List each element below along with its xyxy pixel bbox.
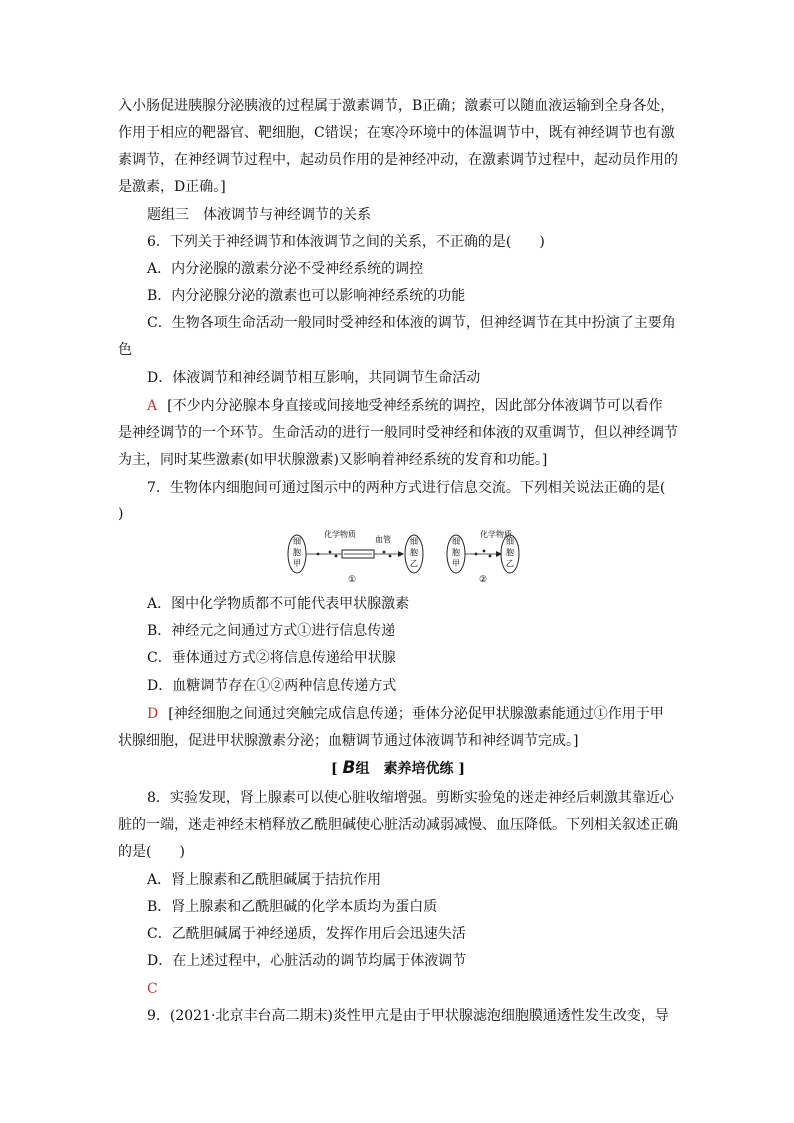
group3-title: 题组三 体液调节与神经调节的关系 [147, 207, 371, 223]
q7-option-a: A．图中化学物质都不可能代表甲状腺激素 [147, 596, 410, 612]
q8-option-b: B．肾上腺素和乙酰胆碱的化学本质均为蛋白质 [147, 899, 438, 915]
q6-explanation-line-2: 是神经调节的一个环节。生命活动的进行一般同时受神经和体液的双重调节，但以神经调节 [118, 425, 678, 441]
q6-option-a: A．内分泌腺的激素分泌不受神经系统的调控 [147, 261, 424, 277]
cell-a-2-char-1: 细 [452, 537, 460, 546]
intro-line-1: 入小肠促进胰腺分泌胰液的过程属于激素调节，B正确；激素可以随血液运输到全身各处， [118, 98, 675, 114]
chem-dot [329, 551, 332, 554]
chem-dot [383, 551, 386, 554]
q7-option-d: D．血糖调节存在①②两种信息传递方式 [147, 678, 397, 694]
cell-a-1-char-2: 胞 [293, 548, 301, 557]
q8-option-d: D．在上述过程中，心脏活动的调节均属于体液调节 [147, 953, 467, 969]
cell-b-1-char-3: 乙 [410, 559, 418, 568]
q6-explanation-line-1 [147, 396, 678, 416]
q8-stem-line-1: 8．实验发现，肾上腺素可以使心脏收缩增强。剪断实验兔的迷走神经后刺激其靠近心 [147, 790, 674, 806]
intro-line-4: 是激素，D正确。] [118, 179, 226, 195]
q6-option-c-line-2: 色 [118, 342, 132, 358]
q9-stem-line-1: 9．(2021·北京丰台高二期末)炎性甲亢是由于甲状腺滤泡细胞膜通透性发生改变，导 [147, 1008, 669, 1024]
cell-b-2-char-2: 胞 [506, 548, 514, 557]
method-2-label: ② [478, 575, 488, 585]
q7-stem-line-2: ) [118, 506, 124, 522]
chem-label-2: 化学物质 [480, 530, 512, 539]
signal-diagram [280, 528, 520, 586]
vessel-label: 血管 [375, 535, 391, 544]
q8-answer-line [147, 979, 678, 999]
intro-line-3: 素调节，在神经调节过程中，起动员作用的是神经冲动，在激素调节过程中，起动员作用的 [118, 152, 678, 168]
section-b-letter: B [342, 758, 356, 778]
cell-a-2-char-3: 甲 [452, 559, 460, 568]
q7-explanation-line-2: 状腺细胞，促进甲状腺激素分泌；血糖调节通过体液调节和神经调节完成。] [118, 733, 579, 749]
diagram-method-1 [288, 529, 423, 585]
q7-explanation-text: [神经细胞之间通过突触完成信息传递；垂体分泌促甲状腺激素能通过①作用于甲 [168, 706, 664, 722]
diagram-method-2 [447, 529, 519, 585]
section-b-title [118, 758, 678, 778]
q8-stem-line-2: 脏的一端，迷走神经末梢释放乙酰胆碱使心脏活动减弱减慢、血压降低。下列相关叙述正确 [118, 817, 678, 833]
chem-dot [489, 555, 492, 558]
cell-a-1-char-3: 甲 [293, 559, 301, 568]
arrow-head-1 [398, 551, 404, 557]
section-b-open: [ [331, 761, 343, 777]
cell-a-2-char-2: 胞 [452, 548, 460, 557]
q6-option-d: D．体液调节和神经调节相互影响，共同调节生命活动 [147, 370, 481, 386]
q6-explanation-line-3: 为主，同时某些激素(如甲状腺激素)又影响着神经系统的发育和功能。] [118, 452, 548, 468]
q7-explanation-line-1 [147, 704, 678, 724]
section-b-text: 组 素养培优练 ] [355, 761, 465, 777]
cell-a-1-char-1: 细 [293, 537, 301, 546]
cell-b-1-char-1: 细 [410, 537, 418, 546]
cell-b-2-char-1: 细 [506, 537, 514, 546]
chem-dot [317, 553, 320, 556]
q6-answer: A [147, 398, 158, 414]
cell-b-2-char-3: 乙 [506, 559, 514, 568]
chem-dot [475, 553, 478, 556]
chem-dot [335, 555, 338, 558]
q6-option-b: B．内分泌腺分泌的激素也可以影响神经系统的功能 [147, 288, 466, 304]
q6-explanation-text: [不少内分泌腺本身直接或间接地受神经系统的调控，因此部分体液调节可以看作 [167, 398, 663, 414]
q8-option-a: A．肾上腺素和乙酰胆碱属于拮抗作用 [147, 872, 382, 888]
q7-option-b: B．神经元之间通过方式①进行信息传递 [147, 623, 396, 639]
chem-label-1: 化学物质 [324, 530, 356, 539]
chem-dot [483, 550, 486, 553]
q8-stem-line-3: 的是( ) [118, 844, 185, 860]
q8-answer: C [147, 981, 158, 997]
q7-answer: D [147, 706, 159, 722]
q8-option-c: C．乙酰胆碱属于神经递质，发挥作用后会迅速失活 [147, 926, 466, 942]
chem-dot [389, 555, 392, 558]
cell-b-1-char-2: 胞 [410, 548, 418, 557]
intro-line-2: 作用于相应的靶器官、靶细胞，C错误；在寒冷环境中的体温调节中，既有神经调节也有激 [118, 125, 675, 141]
q6-option-c-line-1: C．生物各项生命活动一般同时受神经和体液的调节，但神经调节在其中扮演了主要角 [147, 315, 676, 331]
q7-option-c: C．垂体通过方式②将信息传递给甲状腺 [147, 650, 396, 666]
q6-stem: 6．下列关于神经调节和体液调节之间的关系，不正确的是( ) [147, 234, 545, 250]
q7-stem-line-1: 7．生物体内细胞间可通过图示中的两种方式进行信息交流。下列相关说法正确的是( [147, 480, 666, 496]
method-1-label: ① [347, 575, 357, 585]
